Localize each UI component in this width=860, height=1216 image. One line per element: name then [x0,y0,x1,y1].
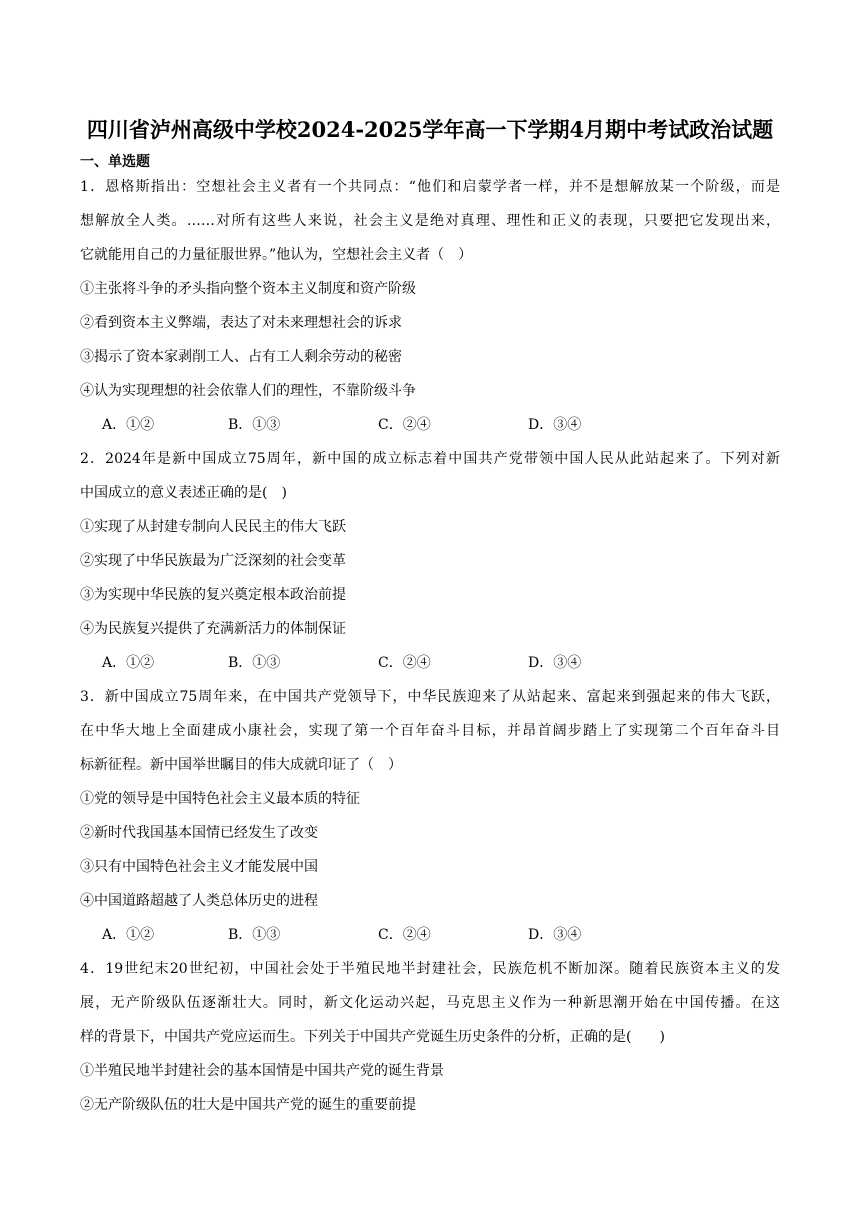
question-1-option: C．②④ [378,417,431,433]
question-1-stem-line: 它就能用自己的力量征服世界。”他认为，空想社会主义者（ ） [80,247,473,263]
question-4-statement: ①半殖民地半封建社会的基本国情是中国共产党的诞生背景 [80,1063,444,1079]
question-3-stem-line: 3．新中国成立75周年来，在中国共产党领导下，中华民族迎来了从站起来、富起来到强起来的伟大飞跃， [80,689,780,705]
question-1-option: B．①③ [228,417,281,433]
question-3-option: C．②④ [378,927,431,943]
question-2-statement: ④为民族复兴提供了充满新活力的体制保证 [80,621,346,637]
question-4-stem-line: 展，无产阶级队伍逐渐壮大。同时，新文化运动兴起，马克思主义作为一种新思潮开始在中国传播。在这 [80,995,780,1011]
question-3-stem-line: 标新征程。新中国举世瞩目的伟大成就印证了（ ） [80,757,402,773]
question-1-statement: ①主张将斗争的矛头指向整个资本主义制度和资产阶级 [80,281,416,297]
question-2-statement: ①实现了从封建专制向人民民主的伟大飞跃 [80,519,346,535]
question-1-statement: ④认为实现理想的社会依靠人们的理性，不靠阶级斗争 [80,383,416,399]
question-3-statement: ③只有中国特色社会主义才能发展中国 [80,859,318,875]
question-3-stem-line: 在中华大地上全面建成小康社会，实现了第一个百年奋斗目标，并昂首阔步踏上了实现第二个百年奋斗目 [80,723,780,739]
question-4-stem-line: 样的背景下，中国共产党应运而生。下列关于中国共产党诞生历史条件的分析，正确的是( ) [80,1029,665,1045]
question-1-option: D．③④ [528,417,582,433]
question-1-stem-line: 想解放全人类。……对所有这些人来说，社会主义是绝对真理、理性和正义的表现，只要把它发现出来， [80,213,780,229]
question-3-option: B．①③ [228,927,281,943]
question-3-option: D．③④ [528,927,582,943]
question-3-statement: ①党的领导是中国特色社会主义最本质的特征 [80,791,360,807]
question-4-stem-line: 4．19世纪末20世纪初，中国社会处于半殖民地半封建社会，民族危机不断加深。随着民族资本主义的发 [80,961,780,977]
question-2-option: C．②④ [378,655,431,671]
question-2-option: B．①③ [228,655,281,671]
question-1-option: A．①② [102,417,155,433]
question-3-statement: ②新时代我国基本国情已经发生了改变 [80,825,318,841]
question-4-statement: ②无产阶级队伍的壮大是中国共产党的诞生的重要前提 [80,1097,416,1113]
question-1-stem-line: 1．恩格斯指出：空想社会主义者有一个共同点：“他们和启蒙学者一样，并不是想解放某一个阶级，而是 [80,179,780,195]
question-1-statement: ②看到资本主义弊端，表达了对未来理想社会的诉求 [80,315,402,331]
question-2-option: D．③④ [528,655,582,671]
question-2-stem-line: 中国成立的意义表述正确的是( ) [80,485,287,501]
page-title: 四川省泸州高级中学校2024-2025学年高一下学期4月期中考试政治试题 [86,117,774,142]
question-1-statement: ③揭示了资本家剥削工人、占有工人剩余劳动的秘密 [80,349,402,365]
question-2-statement: ②实现了中华民族最为广泛深刻的社会变革 [80,553,346,569]
question-3-option: A．①② [102,927,155,943]
question-2-statement: ③为实现中华民族的复兴奠定根本政治前提 [80,587,346,603]
question-2-option: A．①② [102,655,155,671]
section-heading: 一、单选题 [80,154,150,170]
question-2-stem-line: 2．2024年是新中国成立75周年，新中国的成立标志着中国共产党带领中国人民从此站起来了。下列对新 [80,451,780,467]
question-3-statement: ④中国道路超越了人类总体历史的进程 [80,893,318,909]
